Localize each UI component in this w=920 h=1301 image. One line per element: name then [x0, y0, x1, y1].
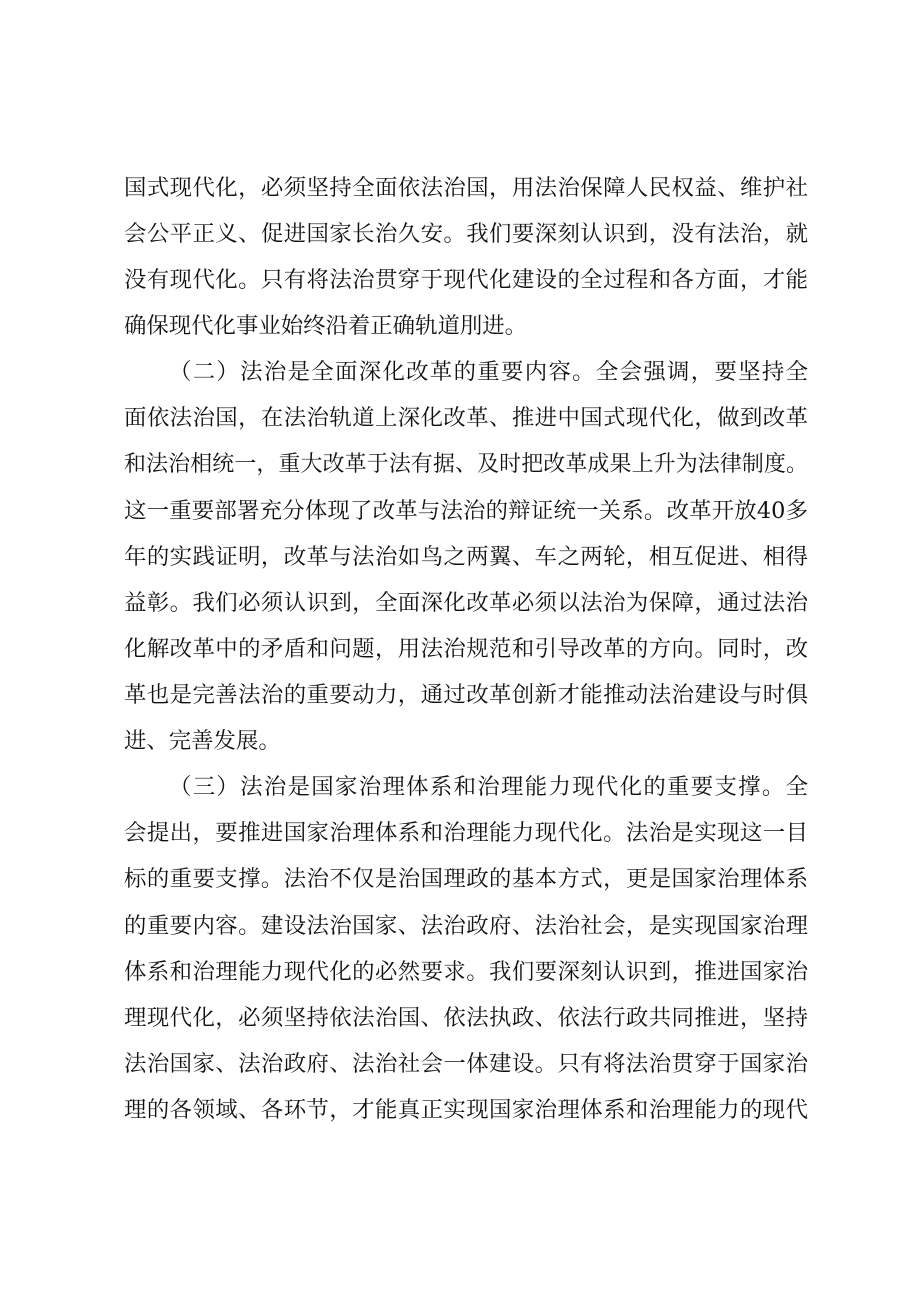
text-line: 国式现代化，必须坚持全面依法治国，用法治保障人民权益、维护社 — [124, 175, 808, 201]
text-line: 面依法治国，在法治轨道上深化改革、推进中国式现代化，做到改革 — [124, 405, 808, 432]
text-line: 体系和治理能力现代化的必然要求。我们要深刻认识到，推进国家治 — [124, 958, 808, 985]
text-line: 会提出，要推进国家治理体系和治理能力现代化。法治是实现这一目 — [124, 820, 808, 847]
text-line: 益彰。我们必须认识到，全面深化改革必须以法治为保障，通过法治 — [124, 589, 808, 616]
text-line: 没有现代化。只有将法治贯穿于现代化建设的全过程和各方面，才能 — [124, 267, 808, 294]
text-line: 年的实践证明，改革与法治如鸟之两翼、车之两轮，相互促进、相得 — [124, 543, 808, 570]
section-heading-line: （二）法治是全面深化改革的重要内容。全会强调，要坚持全 — [169, 359, 808, 386]
text-line: 进、完善发展。 — [124, 728, 281, 755]
text-line: 确保现代化事业始终沿着正确轨道刖进。 — [124, 313, 528, 340]
text-line: 理的各领域、各环节，才能真正实现国家治理体系和治理能力的现代 — [124, 1096, 808, 1123]
text-line: 的重要内容。建设法治国家、法治政府、法治社会，是实现国家治理 — [124, 912, 808, 939]
text-line: 标的重要支撑。法治不仅是治国理政的基本方式，更是国家治理体系 — [124, 866, 808, 893]
text-line: 会公平正义、促进国家长治久安。我们要深刻认识到，没有法治，就 — [124, 221, 808, 248]
text-line: 革也是完善法治的重要动力，通过改革创新才能推动法治建设与时俱 — [124, 682, 808, 709]
section-heading-line: （三）法治是国家治理体系和治理能力现代化的重要支撑。全 — [169, 774, 808, 801]
text-line: 和法治相统一，重大改革于法有据、及时把改革成果上升为法律制度。 — [124, 451, 808, 477]
text-line: 这一重要部署充分体现了改革与法治的辩证统一关系。改革开放40多 — [124, 497, 808, 524]
text-line: 化解改革中的矛盾和问题，用法治规范和引导改革的方向。同时，改 — [124, 635, 808, 662]
text-line: 法治国家、法治政府、法治社会一体建设。只有将法治贯穿于国家治 — [124, 1050, 808, 1077]
body-text — [124, 165, 808, 1133]
text-line: 理现代化，必须坚持依法治国、依法执政、依法行政共同推进，坚持 — [124, 1004, 808, 1031]
